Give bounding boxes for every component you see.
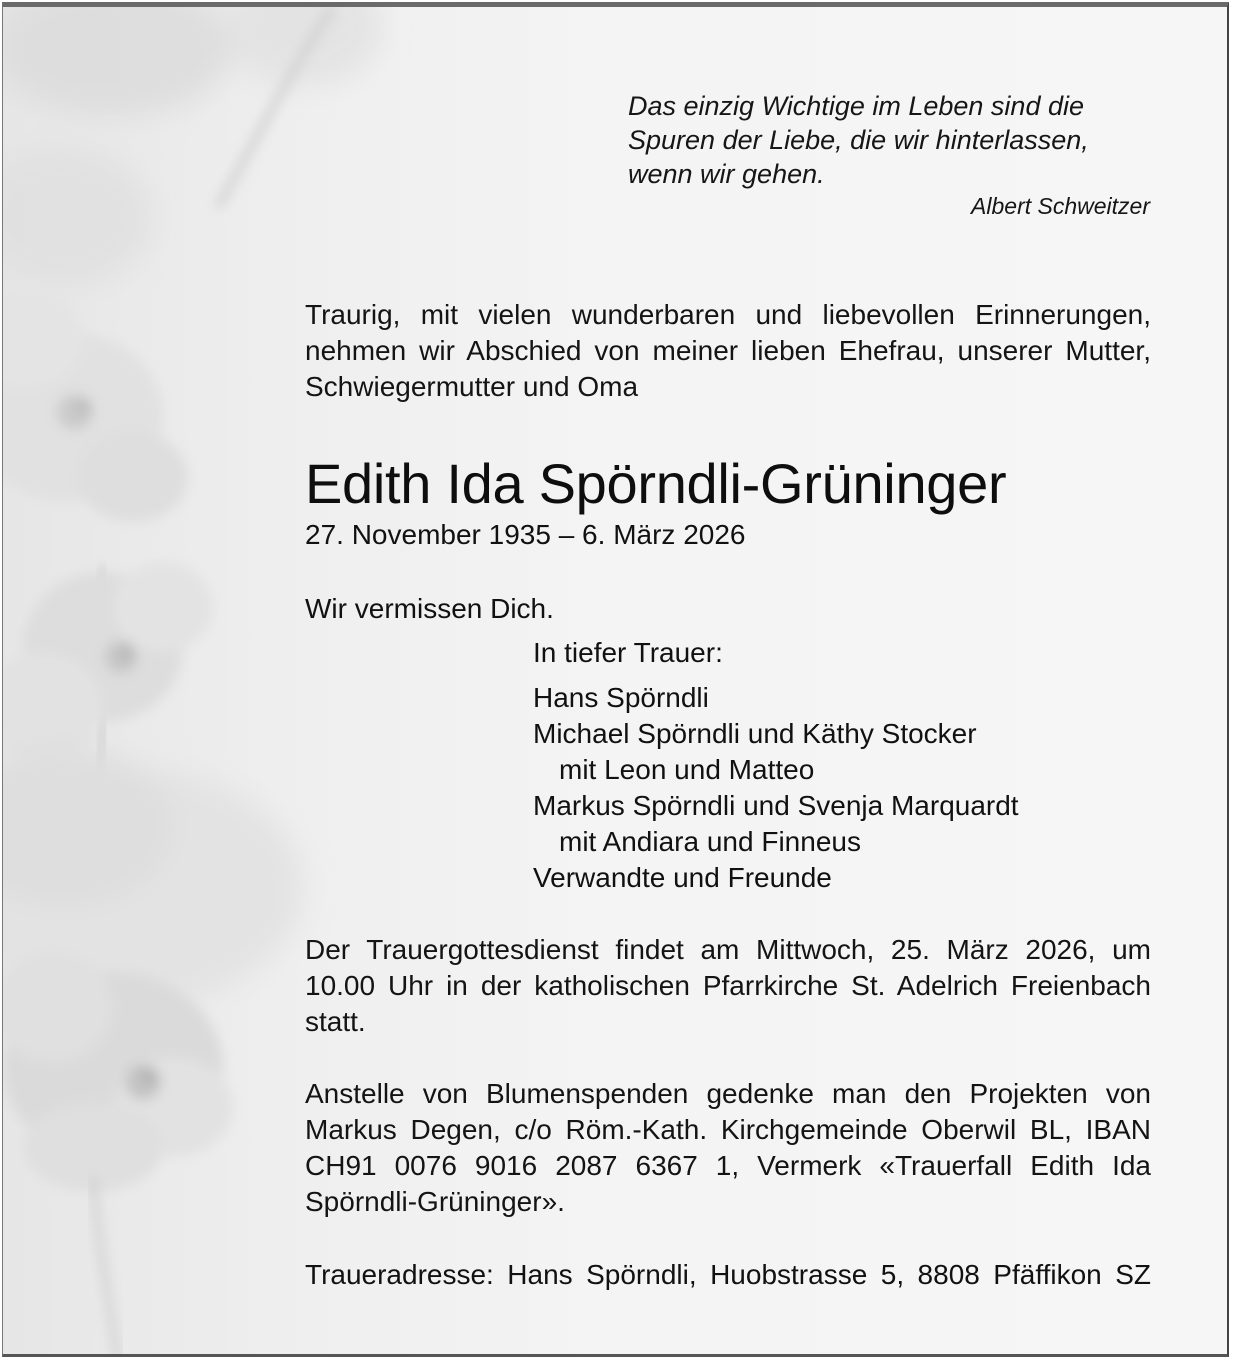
quote-author: Albert Schweitzer (971, 193, 1150, 219)
mourner-name: Hans Spörndli (533, 682, 709, 713)
mourner-name: Markus Spörndli und Svenja Marquardt (533, 790, 1019, 821)
mourning-label: In tiefer Trauer: (533, 637, 723, 668)
mourner-name: mit Leon und Matteo (559, 754, 815, 785)
mourners-list (533, 680, 1019, 896)
quote-line: wenn wir gehen. (628, 159, 825, 189)
quote-text (628, 89, 1153, 191)
quote-line: Das einzig Wichtige im Leben sind die (628, 91, 1084, 121)
obituary-content (3, 7, 1227, 1354)
intro-paragraph: Traurig, mit vielen wunderbaren und liebevollen Erinnerungen, nehmen wir Abschied von meiner lieben Ehefrau, unserer Mutter, Schwiegermutter und Oma (305, 299, 1151, 402)
service-paragraph: Der Trauergottesdienst findet am Mittwoch, 25. März 2026, um 10.00 Uhr in der katholischen Pfarrkirche St. Adelrich Freienbach statt. (305, 934, 1151, 1037)
miss-you-text: Wir vermissen Dich. (305, 593, 554, 624)
mourner-name: mit Andiara und Finneus (559, 826, 861, 857)
quote-line: Spuren der Liebe, die wir hinterlassen, (628, 125, 1089, 155)
obituary-card (2, 2, 1229, 1357)
life-dates: 27. November 1935 – 6. März 2026 (305, 519, 746, 550)
deceased-name: Edith Ida Spörndli-Grüninger (305, 452, 1007, 515)
mourner-name: Michael Spörndli und Käthy Stocker (533, 718, 977, 749)
mourner-name: Verwandte und Freunde (533, 862, 832, 893)
donation-paragraph: Anstelle von Blumenspenden gedenke man den Projekten von Markus Degen, c/o Röm.-Kath. Kirchgemeinde Oberwil BL, IBAN CH91 0076 9016 2087 6367 1, Vermerk «Trauerfall Edith Ida Spörndli-Grüninger». (305, 1078, 1151, 1217)
mourning-address: Traueradresse: Hans Spörndli, Huobstrasse 5, 8808 Pfäffikon SZ (305, 1259, 1151, 1290)
